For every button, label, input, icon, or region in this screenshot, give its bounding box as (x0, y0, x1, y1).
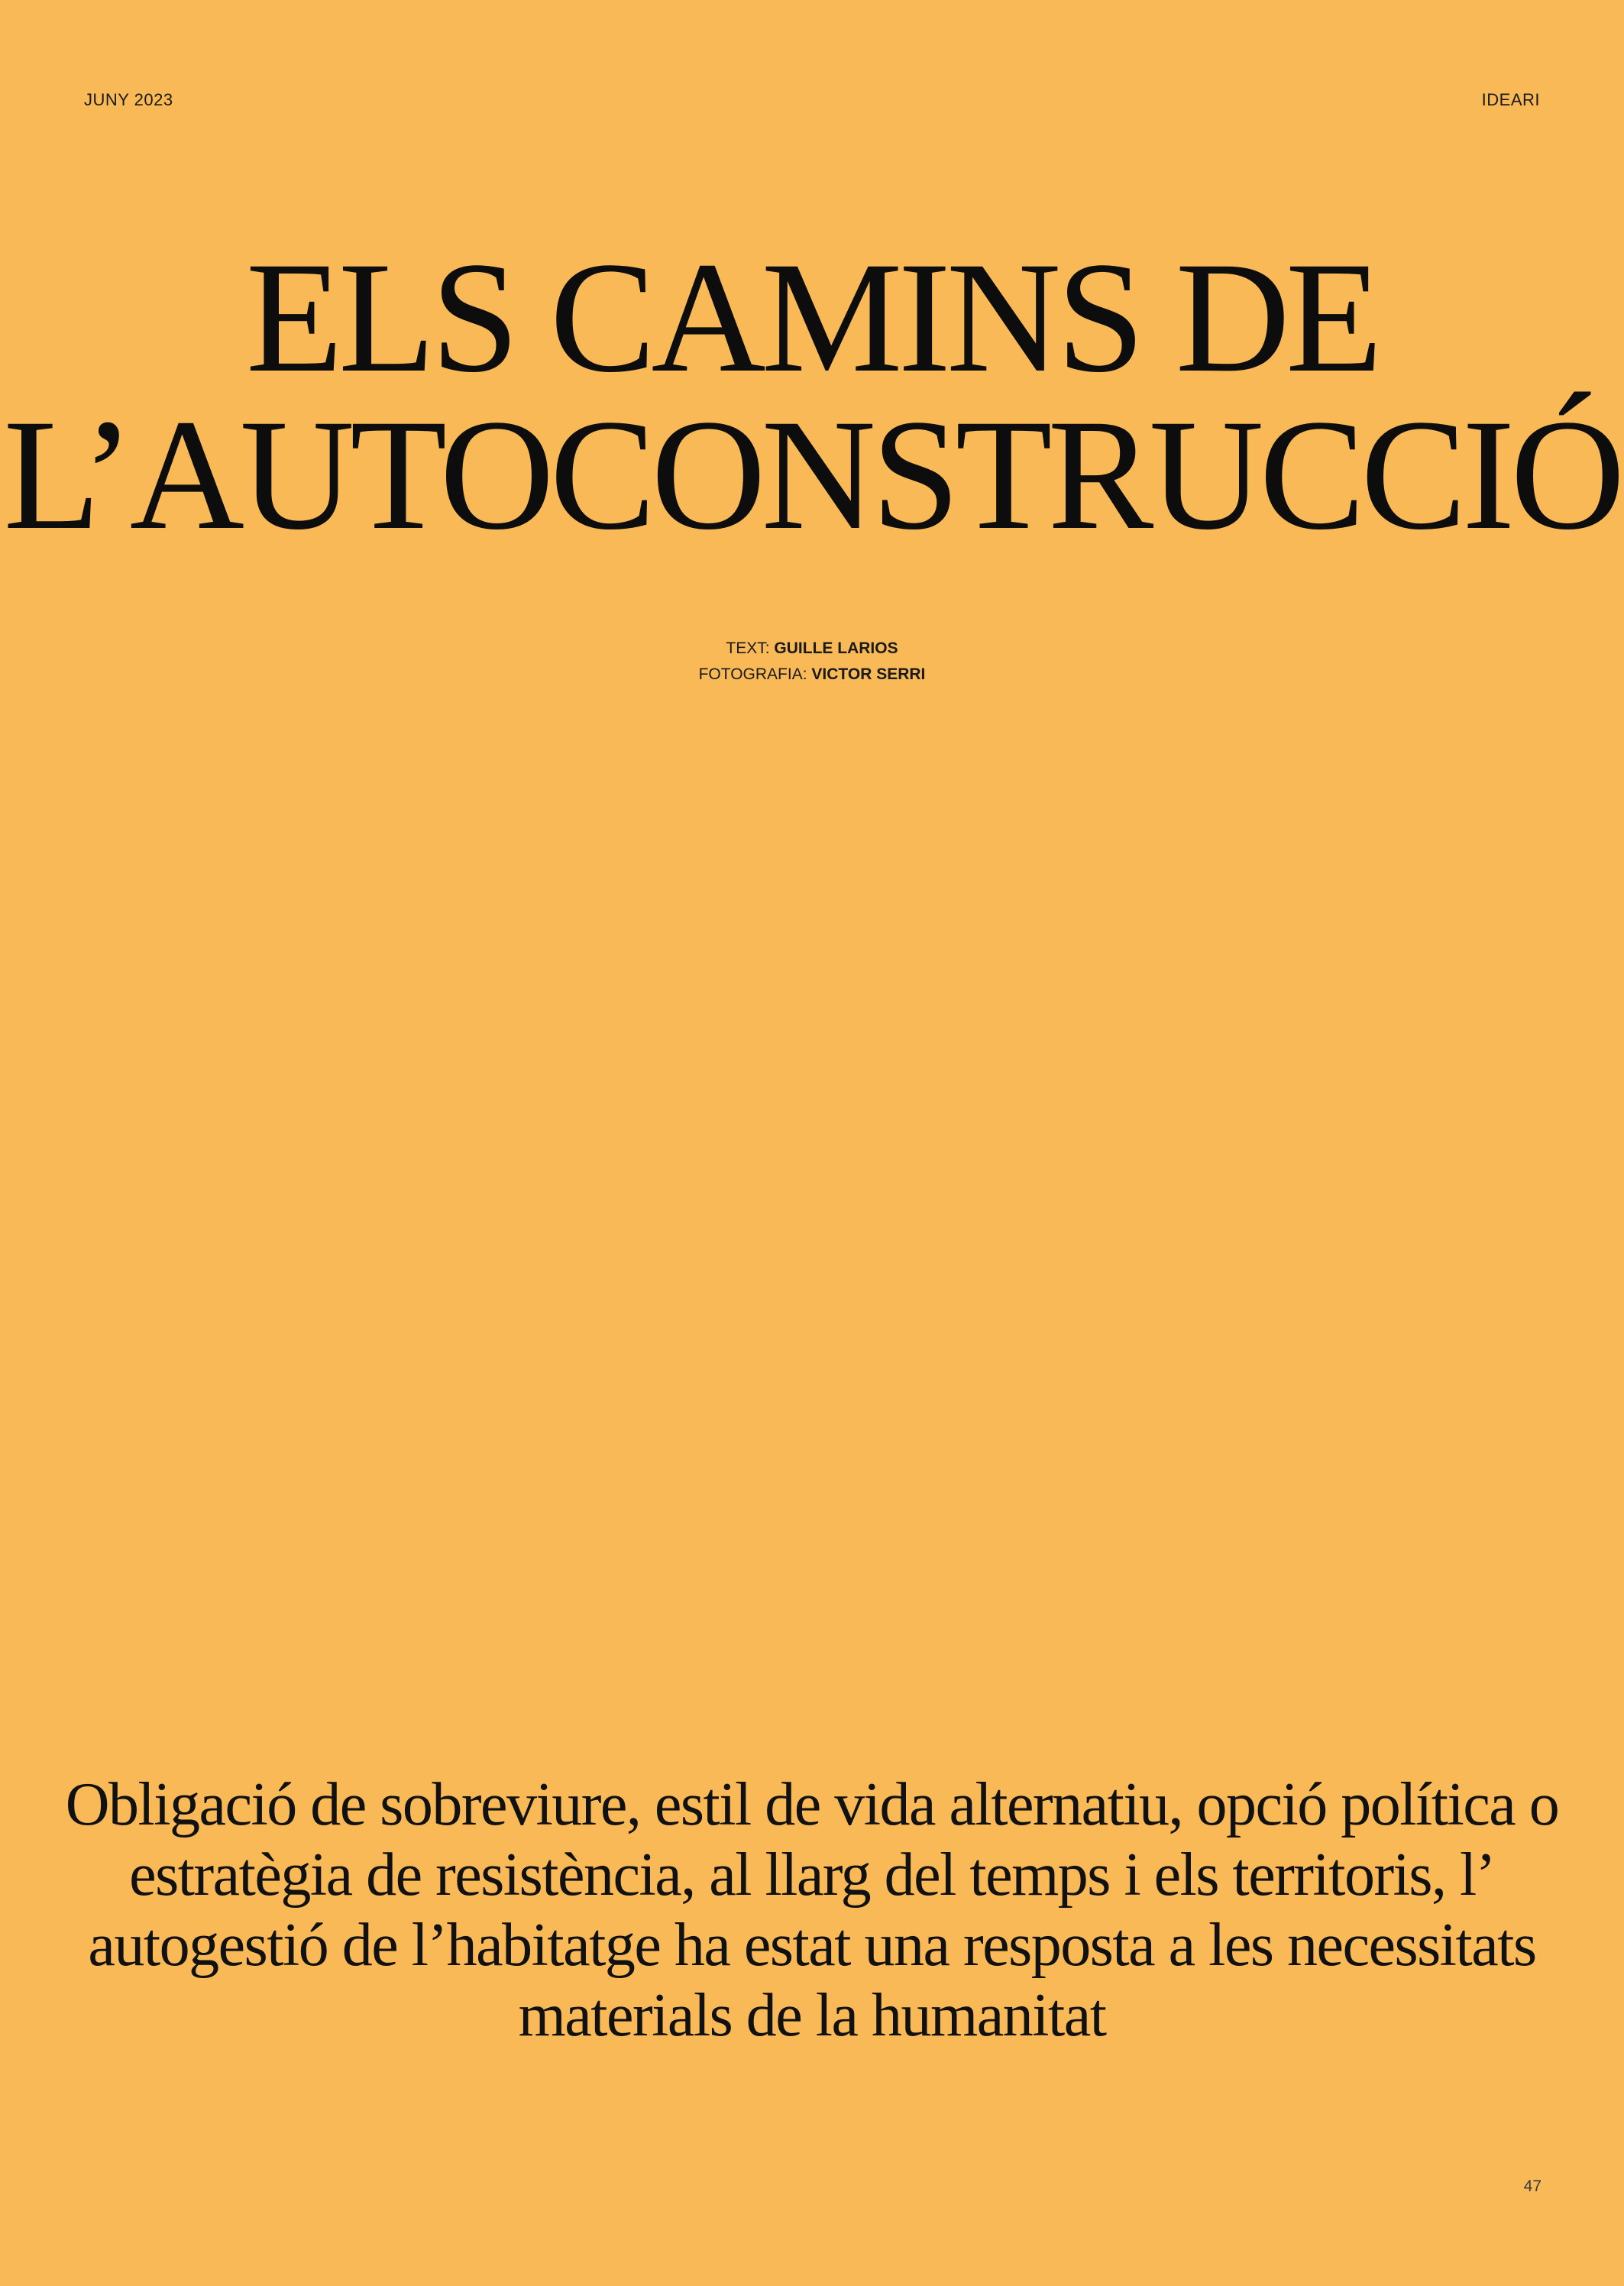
text-credit (0, 636, 1624, 662)
article-title-line-1: ELS CAMINS DE (245, 229, 1379, 405)
issue-date: JUNY 2023 (84, 90, 173, 109)
article-credits (0, 636, 1624, 688)
text-credit-author: GUILLE LARIOS (774, 639, 898, 657)
article-standfirst: Obligació de sobreviure, estil de vida alternatiu, opció política o estratègia de resistència, al llarg del temps i els territoris, l’ autogestió de l’habitatge ha estat una resposta a les necessitats materials de la humanitat (65, 1771, 1559, 2049)
photo-credit (0, 662, 1624, 688)
section-name: IDEARI (1481, 90, 1540, 109)
article-title-line-2: L’AUTOCONSTRUCCIÓ (3, 387, 1621, 562)
photo-credit-label: FOTOGRAFIA: (698, 665, 807, 683)
photo-credit-author: VICTOR SERRI (811, 665, 926, 683)
article-title (0, 229, 1624, 562)
text-credit-label: TEXT: (726, 639, 770, 657)
page-number: 47 (1523, 2178, 1542, 2195)
